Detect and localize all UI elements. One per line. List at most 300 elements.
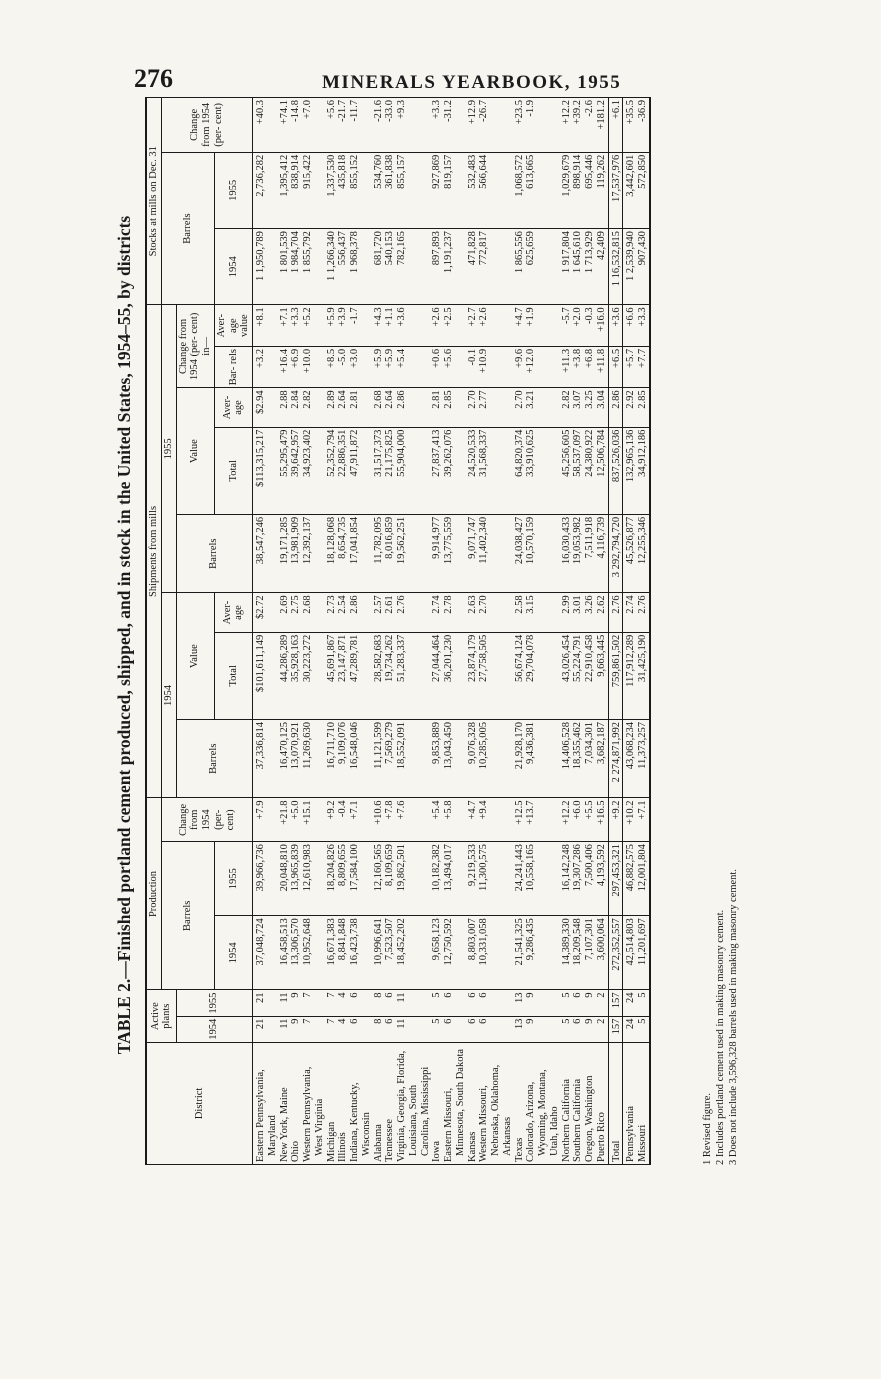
cell-sb55: 3 292,794,720 (608, 514, 623, 593)
cell-cv: +2.5 (443, 305, 467, 346)
cell-sa54: 2.76 (396, 593, 431, 632)
cell-prodchg: +9.2 (608, 798, 623, 842)
cell-sb55: 17,041,854 (349, 514, 373, 593)
cell-sa55: 2.88 (279, 388, 291, 427)
cell-prod54: 10,952,648 (302, 916, 326, 990)
cell-cv: +5.9 (326, 305, 338, 346)
cell-prod55: 9,219,533 (467, 842, 479, 916)
cell-stchg: +6.1 (608, 98, 623, 153)
cell-st54: 1 801,539 (279, 229, 291, 305)
cell-sv55: 24,520,533 (467, 427, 479, 514)
cell-district: Western Missouri, Nebraska, Oklahoma, Arkansas (478, 1042, 513, 1164)
cell-prod54: 21,541,325 (514, 916, 526, 990)
cell-st55: 532,483 (467, 152, 479, 228)
cell-sv54: 759,861,502 (608, 632, 623, 719)
cell-p55: 6 (478, 990, 513, 1016)
cell-stchg: -14.8 (290, 98, 302, 153)
cell-sv54: 27,758,505 (478, 632, 513, 719)
cell-stchg: +3.3 (431, 98, 443, 153)
cell-st55: 838,914 (290, 152, 302, 228)
cell-st54: 471,828 (467, 229, 479, 305)
cell-stchg: -2.6 (584, 98, 596, 153)
cell-p55: 2 (596, 990, 608, 1016)
cell-prod54: 18,452,202 (396, 916, 431, 990)
cell-prod55: 11,300,575 (478, 842, 513, 916)
cell-cb: +0.6 (431, 346, 443, 387)
cell-district: Indiana, Kentucky, Wisconsin (349, 1042, 373, 1164)
cell-sb54: 2 274,871,992 (608, 719, 623, 798)
cell-p54: 157 (608, 1016, 623, 1042)
cell-sb54: 7,034,301 (584, 719, 596, 798)
table-row (279, 98, 291, 1165)
cell-sa54: 2.76 (637, 593, 650, 632)
cell-st54: 1 1,950,789 (253, 229, 279, 305)
cell-prodchg: +7.8 (384, 798, 396, 842)
cell-sb55: 8,016,859 (384, 514, 396, 593)
cell-cb: +6.5 (608, 346, 623, 387)
cell-sb55: 8,654,735 (337, 514, 349, 593)
cell-sb54: 13,043,450 (443, 719, 467, 798)
cell-sb54: 21,928,170 (514, 719, 526, 798)
cell-st54: 540,153 (384, 229, 396, 305)
cell-cv: +2.7 (467, 305, 479, 346)
cell-cv: +3.6 (396, 305, 431, 346)
cell-sa55: $2.94 (253, 388, 279, 427)
cell-p55: 7 (302, 990, 326, 1016)
cell-prodchg: +4.7 (467, 798, 479, 842)
cell-st54: 1 645,610 (572, 229, 584, 305)
cell-cv: -5.7 (561, 305, 573, 346)
cell-cb: +6.9 (290, 346, 302, 387)
cell-p54: 6 (572, 1016, 584, 1042)
cell-sb55: 7,511,918 (584, 514, 596, 593)
cell-p55: 5 (431, 990, 443, 1016)
cell-district: Puerto Rico (596, 1042, 608, 1164)
cell-sb54: 18,552,091 (396, 719, 431, 798)
ship55-total-header: Total (214, 427, 252, 514)
cell-sa54: 2.54 (337, 593, 349, 632)
cell-sa54: 2.69 (279, 593, 291, 632)
cell-prod55: 8,809,655 (337, 842, 349, 916)
cell-prodchg: +5.0 (290, 798, 302, 842)
cell-sa54: 2.99 (561, 593, 573, 632)
cell-sv54: 45,691,867 (326, 632, 338, 719)
cell-st55: 3,442,601 (623, 152, 637, 228)
cell-cb: +5.7 (623, 346, 637, 387)
cell-prodchg: +12.5 (514, 798, 526, 842)
cell-st54: 1 2,539,940 (623, 229, 637, 305)
cell-stchg: -31.2 (443, 98, 467, 153)
cell-st55: 534,760 (373, 152, 385, 228)
cell-p55: 9 (290, 990, 302, 1016)
cell-cb: +12.0 (525, 346, 560, 387)
cell-prodchg: +9.2 (326, 798, 338, 842)
cell-prod54: 10,996,641 (373, 916, 385, 990)
cell-sv54: 51,283,337 (396, 632, 431, 719)
cell-prodchg: +10.6 (373, 798, 385, 842)
cell-sa54: 2.73 (326, 593, 338, 632)
table-row (384, 98, 396, 1165)
cell-district: Michigan (326, 1042, 338, 1164)
cell-sa55: 2.92 (623, 388, 637, 427)
cell-p55: 157 (608, 990, 623, 1016)
cell-cv: +2.6 (431, 305, 443, 346)
cell-cv: +3.9 (337, 305, 349, 346)
cell-sa55: 2.64 (384, 388, 396, 427)
cell-sb54: 13,070,921 (290, 719, 302, 798)
cell-stchg: -1.9 (525, 98, 560, 153)
footnote: 3 Does not include 3,596,328 barrels used in making masonry cement. (728, 869, 740, 1165)
cell-sv55: 837,526,036 (608, 427, 623, 514)
cell-district: Eastern Missouri, Minnesota, South Dakota (443, 1042, 467, 1164)
cell-prod55: 17,584,100 (349, 842, 373, 916)
cell-sv55: 55,904,000 (396, 427, 431, 514)
cell-sv55: 132,965,136 (623, 427, 637, 514)
cell-sb55: 12,392,137 (302, 514, 326, 593)
shipments-header: Shipments from mills (146, 305, 161, 798)
cell-cb: +5.4 (396, 346, 431, 387)
cell-p54: 6 (467, 1016, 479, 1042)
cell-prod55: 8,109,659 (384, 842, 396, 916)
cell-sa54: 3.26 (584, 593, 596, 632)
stocks-1955-header: 1955 (214, 152, 252, 228)
ship55-average-header: Aver- age (214, 388, 252, 427)
cell-sa55: 2.85 (443, 388, 467, 427)
ship55-change-header: Change from 1954 (per- cent) in— (176, 305, 214, 388)
cell-district: Ohio (290, 1042, 302, 1164)
cell-sa55: 3.07 (572, 388, 584, 427)
cell-st54: 556,437 (337, 229, 349, 305)
table-row (637, 98, 650, 1165)
table-row (349, 98, 373, 1165)
cell-sv55: 47,911,872 (349, 427, 373, 514)
cell-prodchg: +9.4 (478, 798, 513, 842)
cell-cv: +8.1 (253, 305, 279, 346)
cell-sa55: 2.82 (302, 388, 326, 427)
cell-sa54: 2.57 (373, 593, 385, 632)
cell-stchg: -21.6 (373, 98, 385, 153)
cell-sb55: 45,526,877 (623, 514, 637, 593)
cell-sv54: 9,663,445 (596, 632, 608, 719)
cell-prod55: 10,558,165 (525, 842, 560, 916)
cell-sv55: 12,506,784 (596, 427, 608, 514)
cell-sb55: 19,171,285 (279, 514, 291, 593)
table-row (525, 98, 560, 1165)
cell-p55: 21 (253, 990, 279, 1016)
cell-cb: -0.1 (467, 346, 479, 387)
stocks-1954-header: 1954 (214, 229, 252, 305)
table-row (373, 98, 385, 1165)
cell-p55: 7 (326, 990, 338, 1016)
cell-prodchg: +5.5 (584, 798, 596, 842)
table-row (596, 98, 608, 1165)
cell-sa55: 2.77 (478, 388, 513, 427)
cell-sa54: 2.74 (431, 593, 443, 632)
ship54-barrels-header: Barrels (176, 719, 253, 798)
ship54-total-header: Total (214, 632, 252, 719)
cell-district: Southern California (572, 1042, 584, 1164)
table-row (584, 98, 596, 1165)
cell-sb54: 11,373,257 (637, 719, 650, 798)
production-barrels-header: Barrels (161, 842, 214, 990)
page-number: 276 (134, 64, 173, 93)
cell-st54: 1 713,929 (584, 229, 596, 305)
cell-st55: 695,446 (584, 152, 596, 228)
cell-district: Missouri (637, 1042, 650, 1164)
cell-prod54: 13,306,570 (290, 916, 302, 990)
cell-sb54: 10,285,005 (478, 719, 513, 798)
cell-sv54: 23,147,871 (337, 632, 349, 719)
cell-sv54: 56,674,124 (514, 632, 526, 719)
cell-sv54: 35,928,163 (290, 632, 302, 719)
cell-cb: +5.9 (384, 346, 396, 387)
cell-st54: 1 16,532,815 (608, 229, 623, 305)
cell-sv54: $101,611,149 (253, 632, 279, 719)
cell-sa55: 2.89 (326, 388, 338, 427)
cell-stchg: +39.2 (572, 98, 584, 153)
cell-sb55: 11,402,340 (478, 514, 513, 593)
cell-p55: 11 (279, 990, 291, 1016)
cell-stchg: -26.7 (478, 98, 513, 153)
cell-cb: +11.8 (596, 346, 608, 387)
cell-sa55: 2.64 (337, 388, 349, 427)
cell-sv54: 31,425,190 (637, 632, 650, 719)
cell-sv55: 31,568,337 (478, 427, 513, 514)
cell-st54: 897,893 (431, 229, 443, 305)
cell-cb: +3.2 (253, 346, 279, 387)
table-row (514, 98, 526, 1165)
ship54-value-header: Value (176, 593, 214, 720)
cell-prod54: 42,514,803 (623, 916, 637, 990)
cell-sb54: 43,068,234 (623, 719, 637, 798)
cell-cv: +7.1 (279, 305, 291, 346)
cell-p54: 7 (302, 1016, 326, 1042)
cell-sv55: 34,923,402 (302, 427, 326, 514)
cell-prod54: 14,389,330 (561, 916, 573, 990)
cell-cb: +10.9 (478, 346, 513, 387)
cell-p54: 6 (443, 1016, 467, 1042)
cell-prodchg: -0.4 (337, 798, 349, 842)
cell-sv55: 22,886,351 (337, 427, 349, 514)
cell-prod55: 19,307,286 (572, 842, 584, 916)
stocks-barrels-header: Barrels (161, 152, 214, 305)
cell-cv: +3.6 (608, 305, 623, 346)
cell-sb55: 19,562,251 (396, 514, 431, 593)
cell-prod55: 18,204,826 (326, 842, 338, 916)
cell-prod55: 12,160,565 (373, 842, 385, 916)
cell-prod55: 4,193,592 (596, 842, 608, 916)
cell-sb54: 16,548,046 (349, 719, 373, 798)
change-barrels-header: Bar- rels (214, 346, 252, 387)
cell-p55: 13 (514, 990, 526, 1016)
cell-sa54: 3.01 (572, 593, 584, 632)
cell-sv55: 58,537,097 (572, 427, 584, 514)
cell-sb54: 14,406,528 (561, 719, 573, 798)
cell-sv54: 23,874,179 (467, 632, 479, 719)
cell-prod54: 10,331,058 (478, 916, 513, 990)
cell-cv: +2.0 (572, 305, 584, 346)
table-row (302, 98, 326, 1165)
prod-1954-header: 1954 (214, 916, 252, 990)
cell-st54: 42,409 (596, 229, 608, 305)
cell-prod54: 7,107,301 (584, 916, 596, 990)
cell-p54: 5 (637, 1016, 650, 1042)
cell-sb55: 18,128,068 (326, 514, 338, 593)
change-value-header: Aver- age value (214, 305, 252, 346)
cell-sa54: 2.74 (623, 593, 637, 632)
prod-1955-header: 1955 (214, 842, 252, 916)
cell-prod55: 12,001,804 (637, 842, 650, 916)
cell-sb55: 11,782,095 (373, 514, 385, 593)
cell-p55: 6 (384, 990, 396, 1016)
production-header: Production (146, 798, 161, 990)
stocks-change-header: Change from 1954 (per- cent) (161, 98, 252, 153)
cell-stchg: +181.2 (596, 98, 608, 153)
cell-district: Total (608, 1042, 623, 1164)
production-change-header: Change from 1954 (per- cent) (161, 798, 252, 842)
cell-p55: 6 (467, 990, 479, 1016)
cell-st54: 1 984,704 (290, 229, 302, 305)
cell-sv54: 27,044,464 (431, 632, 443, 719)
cell-p55: 9 (525, 990, 560, 1016)
cell-sb54: 16,470,125 (279, 719, 291, 798)
total-row (608, 98, 623, 1165)
cell-district: Pennsylvania (623, 1042, 637, 1164)
cell-p55: 5 (561, 990, 573, 1016)
cell-sa55: 3.25 (584, 388, 596, 427)
ship55-value-header: Value (176, 388, 214, 515)
cell-st54: 1 1,266,340 (326, 229, 338, 305)
cell-prod55: 46,882,575 (623, 842, 637, 916)
cell-stchg: +40.3 (253, 98, 279, 153)
cell-st55: 119,262 (596, 152, 608, 228)
cell-cv: +1.9 (525, 305, 560, 346)
cell-cb: +11.3 (561, 346, 573, 387)
cell-st54: 625,659 (525, 229, 560, 305)
cell-sb55: 13,981,909 (290, 514, 302, 593)
cell-prod54: 8,803,007 (467, 916, 479, 990)
cell-prod54: 272,352,557 (608, 916, 623, 990)
cell-prod54: 12,750,592 (443, 916, 467, 990)
cell-prod54: 16,458,513 (279, 916, 291, 990)
cell-sa55: 2.85 (637, 388, 650, 427)
cell-sv55: 55,295,479 (279, 427, 291, 514)
cell-sb54: 18,355,462 (572, 719, 584, 798)
cell-p54: 21 (253, 1016, 279, 1042)
cell-sv54: 19,734,262 (384, 632, 396, 719)
cell-p55: 5 (637, 990, 650, 1016)
cell-cb: -5.0 (337, 346, 349, 387)
cell-st54: 1 917,804 (561, 229, 573, 305)
cell-p54: 6 (384, 1016, 396, 1042)
cell-st55: 572,850 (637, 152, 650, 228)
cell-prod54: 16,671,383 (326, 916, 338, 990)
cell-stchg: +23.5 (514, 98, 526, 153)
cell-cv: +6.6 (623, 305, 637, 346)
table-row (431, 98, 443, 1165)
cell-sv54: 117,912,289 (623, 632, 637, 719)
cell-sv54: 28,582,683 (373, 632, 385, 719)
cell-district: Illinois (337, 1042, 349, 1164)
cell-cb: +5.6 (443, 346, 467, 387)
cell-sb54: 9,076,328 (467, 719, 479, 798)
cell-sb55: 4,116,739 (596, 514, 608, 593)
cell-prod54: 7,523,507 (384, 916, 396, 990)
cell-prodchg: +5.8 (443, 798, 467, 842)
cell-p55: 4 (337, 990, 349, 1016)
cell-sa54: 2.61 (384, 593, 396, 632)
cell-sv55: 45,256,605 (561, 427, 573, 514)
cell-sa54: 2.86 (349, 593, 373, 632)
cell-st54: 681,720 (373, 229, 385, 305)
cell-sa55: 2.84 (290, 388, 302, 427)
cell-cv: +4.3 (373, 305, 385, 346)
cell-prod54: 9,658,123 (431, 916, 443, 990)
cell-district: Northern California (561, 1042, 573, 1164)
cell-p54: 2 (596, 1016, 608, 1042)
cell-stchg: -33.0 (384, 98, 396, 153)
cell-stchg: -21.7 (337, 98, 349, 153)
cell-p54: 13 (514, 1016, 526, 1042)
cell-sv55: 34,912,186 (637, 427, 650, 514)
cell-sa54: 2.70 (478, 593, 513, 632)
cell-prod55: 13,494,017 (443, 842, 467, 916)
cell-sa55: 3.04 (596, 388, 608, 427)
rotated-table-block (105, 95, 795, 1175)
cell-cv: +1.1 (384, 305, 396, 346)
active-plants-header: Active plants (146, 990, 176, 1042)
cell-cv: -0.3 (584, 305, 596, 346)
cell-stchg: -11.7 (349, 98, 373, 153)
cell-district: Colorado, Arizona, Wyoming, Montana, Utah, Idaho (525, 1042, 560, 1164)
cell-sv54: 22,910,458 (584, 632, 596, 719)
cell-sv55: 21,175,825 (384, 427, 396, 514)
district-header: District (146, 1042, 253, 1164)
table-row (326, 98, 338, 1165)
cell-p55: 8 (373, 990, 385, 1016)
cell-cv: +5.2 (302, 305, 326, 346)
cell-stchg: +9.3 (396, 98, 431, 153)
cell-sb54: 9,436,381 (525, 719, 560, 798)
cell-st55: 1,068,572 (514, 152, 526, 228)
cell-p54: 6 (349, 1016, 373, 1042)
cell-district: Oregon, Washington (584, 1042, 596, 1164)
cell-prod54: 16,423,738 (349, 916, 373, 990)
cell-district: Iowa (431, 1042, 443, 1164)
cell-st55: 927,869 (431, 152, 443, 228)
cell-st55: 17,537,976 (608, 152, 623, 228)
cell-prod55: 12,610,983 (302, 842, 326, 916)
cell-sa54: 2.75 (290, 593, 302, 632)
cell-st55: 898,914 (572, 152, 584, 228)
cell-stchg: +12.2 (561, 98, 573, 153)
cell-prodchg: +6.0 (572, 798, 584, 842)
cell-prod54: 11,201,697 (637, 916, 650, 990)
cell-prodchg: +21.8 (279, 798, 291, 842)
cell-st55: 819,157 (443, 152, 467, 228)
cell-cb: +5.9 (373, 346, 385, 387)
cell-sv55: 39,642,957 (290, 427, 302, 514)
cell-prodchg: +7.1 (637, 798, 650, 842)
cell-st55: 613,665 (525, 152, 560, 228)
cell-p54: 4 (337, 1016, 349, 1042)
table-body (253, 98, 650, 1165)
cell-sa55: 2.70 (514, 388, 526, 427)
shipments-1954-header: 1954 (161, 593, 176, 798)
cell-sv54: 55,224,791 (572, 632, 584, 719)
cell-sa54: 2.78 (443, 593, 467, 632)
cell-sb55: 9,914,977 (431, 514, 443, 593)
